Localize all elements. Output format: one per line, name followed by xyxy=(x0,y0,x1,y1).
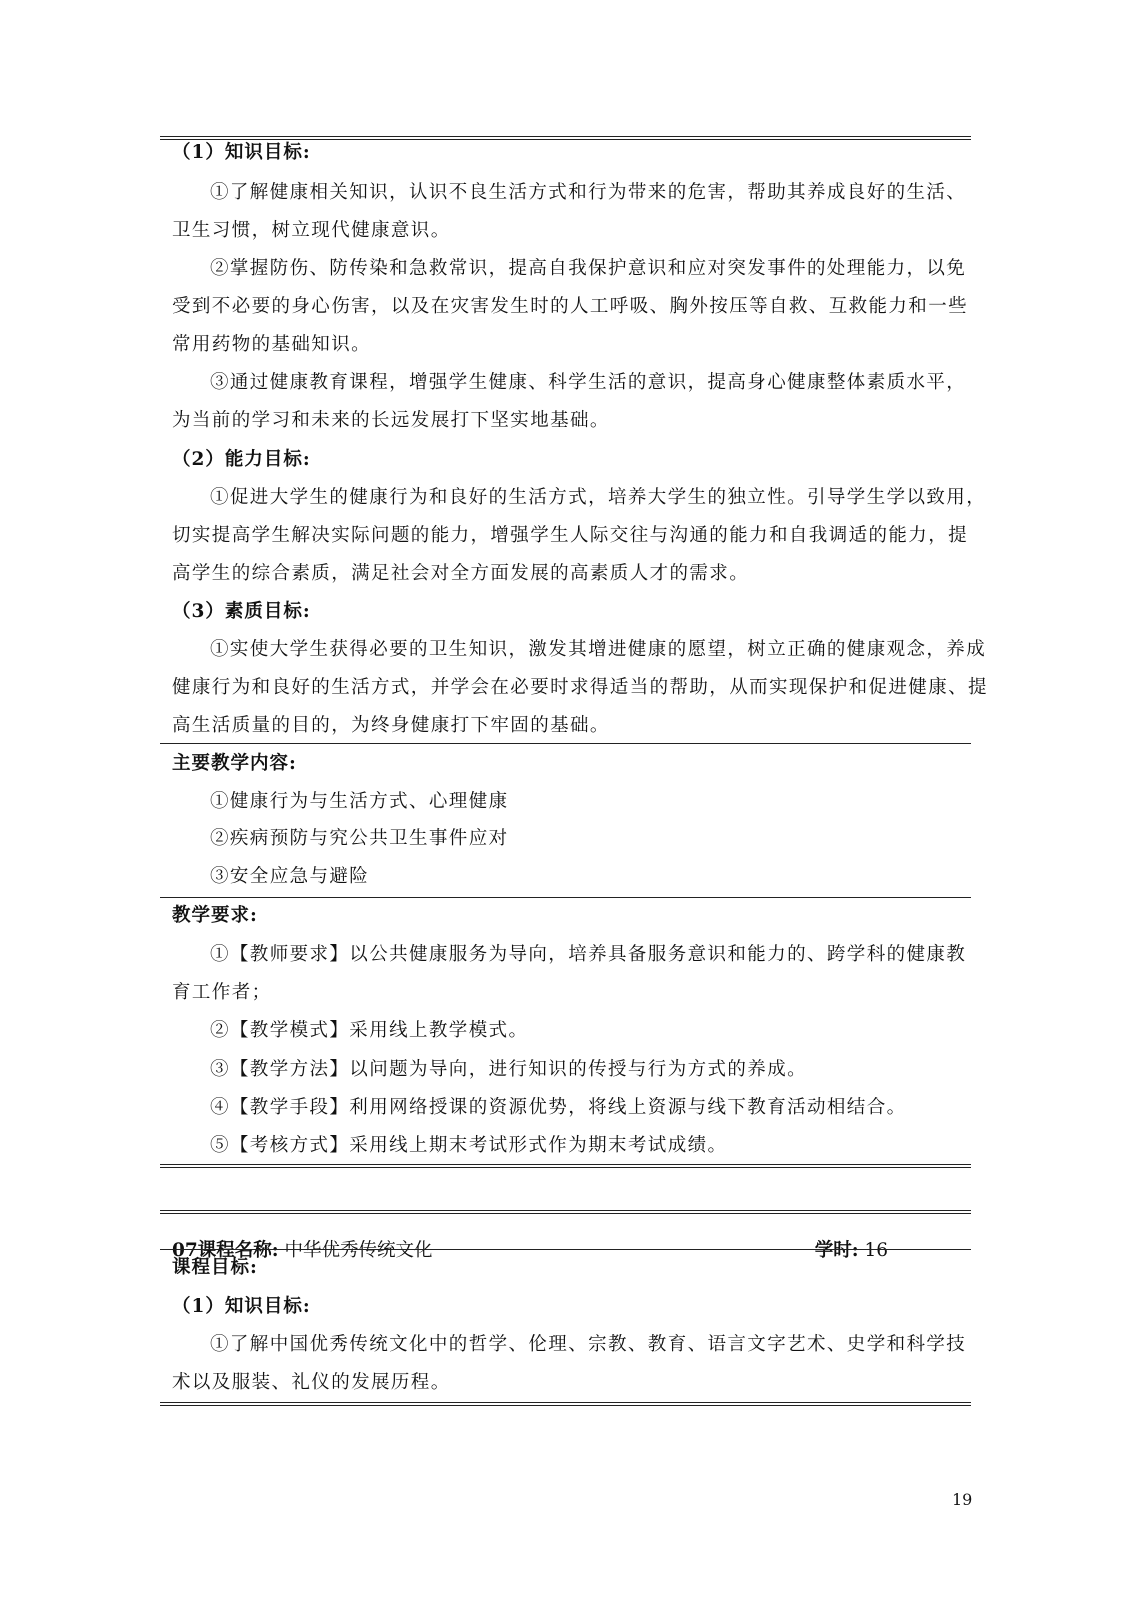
list-item: ②疾病预防与究公共卫生事件应对 xyxy=(210,828,509,849)
paragraph-line: 术以及服装、礼仪的发展历程。 xyxy=(172,1372,451,1393)
paragraph-line: ①了解中国优秀传统文化中的哲学、伦理、宗教、教育、语言文字艺术、史学和科学技 xyxy=(210,1334,967,1355)
course-hours-value: 16 xyxy=(864,1240,888,1261)
list-item: ③【教学方法】以问题为导向，进行知识的传授与行为方式的养成。 xyxy=(210,1059,808,1080)
paragraph-line: ②掌握防伤、防传染和急救常识，提高自我保护意识和应对突发事件的处理能力，以免 xyxy=(210,258,967,279)
paragraph-line: 高学生的综合素质，满足社会对全方面发展的高素质人才的需求。 xyxy=(172,563,750,584)
ability-goal-heading: （2）能力目标: xyxy=(172,449,311,470)
teaching-content-heading: 主要教学内容: xyxy=(172,753,297,774)
table-top-rule xyxy=(160,136,971,140)
paragraph-line: 常用药物的基础知识。 xyxy=(172,334,372,355)
course-goals-heading: 课程目标: xyxy=(172,1257,258,1278)
paragraph-line: 为当前的学习和未来的长远发展打下坚实地基础。 xyxy=(172,410,610,431)
list-item: ①【教师要求】以公共健康服务为导向，培养具备服务意识和能力的、跨学科的健康教 xyxy=(210,944,967,965)
knowledge-goal-heading: （1）知识目标: xyxy=(172,142,311,163)
list-item: ④【教学手段】利用网络授课的资源优势，将线上资源与线下教育活动相结合。 xyxy=(210,1097,907,1118)
table-bottom-rule xyxy=(160,1402,971,1406)
quality-goal-heading: （3）素质目标: xyxy=(172,601,311,622)
paragraph-line: 高生活质量的目的，为终身健康打下牢固的基础。 xyxy=(172,715,610,736)
teaching-requirements-heading: 教学要求: xyxy=(172,905,258,926)
list-item: ③安全应急与避险 xyxy=(210,866,370,887)
page-number: 19 xyxy=(952,1490,973,1509)
knowledge-goal-heading: （1）知识目标: xyxy=(172,1296,311,1317)
paragraph-line: 健康行为和良好的生活方式，并学会在必要时求得适当的帮助，从而实现保护和促进健康、提 xyxy=(172,677,988,698)
paragraph-line: ①了解健康相关知识，认识不良生活方式和行为带来的危害，帮助其养成良好的生活、 xyxy=(210,182,967,203)
course-name-value: 中华优秀传统文化 xyxy=(284,1240,433,1261)
paragraph-line: ③通过健康教育课程，增强学生健康、科学生活的意识，提高身心健康整体素质水平， xyxy=(210,372,967,393)
list-item: ①健康行为与生活方式、心理健康 xyxy=(210,791,509,812)
section-divider xyxy=(160,897,971,898)
course-name-label: 07课程名称: xyxy=(172,1240,279,1261)
list-item: ⑤【考核方式】采用线上期末考试形式作为期末考试成绩。 xyxy=(210,1135,728,1156)
paragraph-line: ①促进大学生的健康行为和良好的生活方式，培养大学生的独立性。引导学生学以致用， xyxy=(210,487,987,508)
list-item: ②【教学模式】采用线上教学模式。 xyxy=(210,1020,529,1041)
table-bottom-rule xyxy=(160,1164,971,1168)
paragraph-line: 卫生习惯，树立现代健康意识。 xyxy=(172,220,451,241)
paragraph-line: 育工作者； xyxy=(172,982,272,1003)
course-hours-label: 学时: xyxy=(814,1240,859,1261)
paragraph-line: 切实提高学生解决实际问题的能力，增强学生人际交往与沟通的能力和自我调适的能力，提 xyxy=(172,525,969,546)
section-divider xyxy=(160,1249,971,1250)
paragraph-line: ①实使大学生获得必要的卫生知识，激发其增进健康的愿望，树立正确的健康观念，养成 xyxy=(210,639,987,660)
section-divider xyxy=(160,743,971,744)
table-top-rule xyxy=(160,1210,971,1214)
paragraph-line: 受到不必要的身心伤害，以及在灾害发生时的人工呼吸、胸外按压等自救、互救能力和一些 xyxy=(172,296,969,317)
